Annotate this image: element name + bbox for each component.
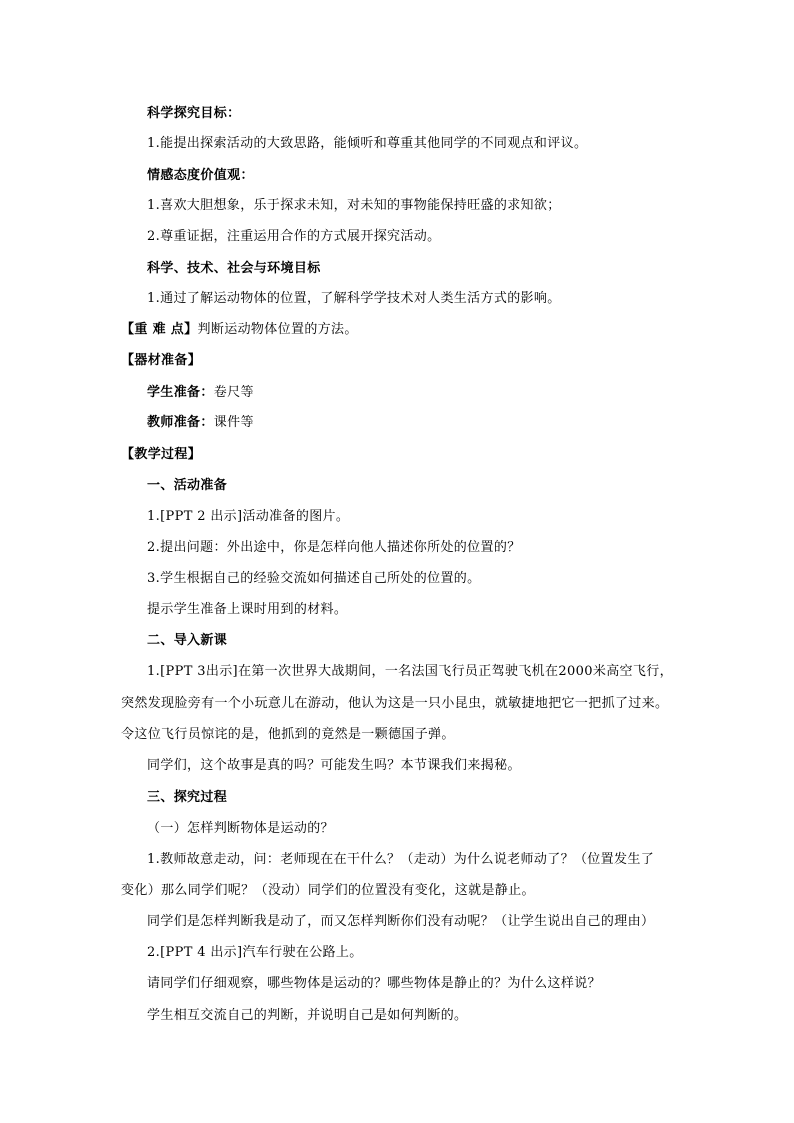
key-points-text: 判断运动物体位置的方法。 <box>197 322 358 337</box>
heading-activity-prep: 一、活动准备 <box>147 478 228 493</box>
heading-emotion-values: 情感态度价值观： <box>147 168 254 183</box>
student-prep-label: 学生准备： <box>147 385 214 400</box>
heading-science-inquiry: 科学探究目标： <box>147 106 241 121</box>
section-label-teaching-process: 【教学过程】 <box>121 447 202 462</box>
paragraph: 1.教师故意走动，问：老师现在在干什么？（走动）为什么说老师动了？（位置发生了 <box>147 852 655 867</box>
paragraph: 1.喜欢大胆想象，乐于探求未知，对未知的事物能保持旺盛的求知欲； <box>147 198 561 213</box>
paragraph: 1.能提出探索活动的大致思路，能倾听和尊重其他同学的不同观点和评议。 <box>147 136 588 151</box>
paragraph: 2.尊重证据，注重运用合作的方式展开探究活动。 <box>147 229 441 244</box>
paragraph: 学生相互交流自己的判断，并说明自己是如何判断的。 <box>147 1008 468 1023</box>
section-label-materials: 【器材准备】 <box>121 353 202 368</box>
paragraph: 同学们，这个故事是真的吗？可能发生吗？本节课我们来揭秘。 <box>147 758 521 773</box>
paragraph: 提示学生准备上课时用到的材料。 <box>147 602 348 617</box>
paragraph: 2.[PPT 4 出示]汽车行驶在公路上。 <box>147 945 363 960</box>
paragraph: 突然发现脸旁有一个小玩意儿在游动，他认为这是一只小昆虫，就敏捷地把它一把抓了过来。 <box>121 696 669 711</box>
heading-intro-new-lesson: 二、导入新课 <box>147 633 228 648</box>
key-points-line <box>121 322 358 338</box>
paragraph: 1.[PPT 2 出示]活动准备的图片。 <box>147 509 350 524</box>
student-prep-text: 卷尺等 <box>213 385 254 400</box>
paragraph: 请同学们仔细观察，哪些物体是运动的？哪些物体是静止的？为什么这样说？ <box>147 976 601 991</box>
section-label-key-points: 【重 难 点】 <box>121 322 198 337</box>
paragraph: 同学们是怎样判断我是动了，而又怎样判断你们没有动呢？（让学生说出自己的理由） <box>147 914 655 929</box>
heading-inquiry-process: 三、探究过程 <box>147 790 228 805</box>
teacher-prep-label: 教师准备： <box>147 415 214 430</box>
teacher-prep-text: 课件等 <box>213 415 254 430</box>
paragraph: 令这位飞行员惊诧的是，他抓到的竟然是一颗德国子弹。 <box>121 727 455 742</box>
paragraph: 1.[PPT 3出示]在第一次世界大战期间，一名法国飞行员正驾驶飞机在2000米高空飞行， <box>147 664 673 679</box>
paragraph: 1.通过了解运动物体的位置，了解科学学技术对人类生活方式的影响。 <box>147 291 561 306</box>
student-prep-line <box>147 385 254 401</box>
heading-stse: 科学、技术、社会与环境目标 <box>147 261 321 276</box>
subheading: （一）怎样判断物体是运动的？ <box>147 821 334 836</box>
paragraph: 变化）那么同学们呢？（没动）同学们的位置没有变化，这就是静止。 <box>121 883 535 898</box>
paragraph: 3.学生根据自己的经验交流如何描述自己所处的位置的。 <box>147 571 481 586</box>
paragraph: 2.提出问题：外出途中，你是怎样向他人描述你所处的位置的？ <box>147 540 521 555</box>
teacher-prep-line <box>147 415 254 431</box>
